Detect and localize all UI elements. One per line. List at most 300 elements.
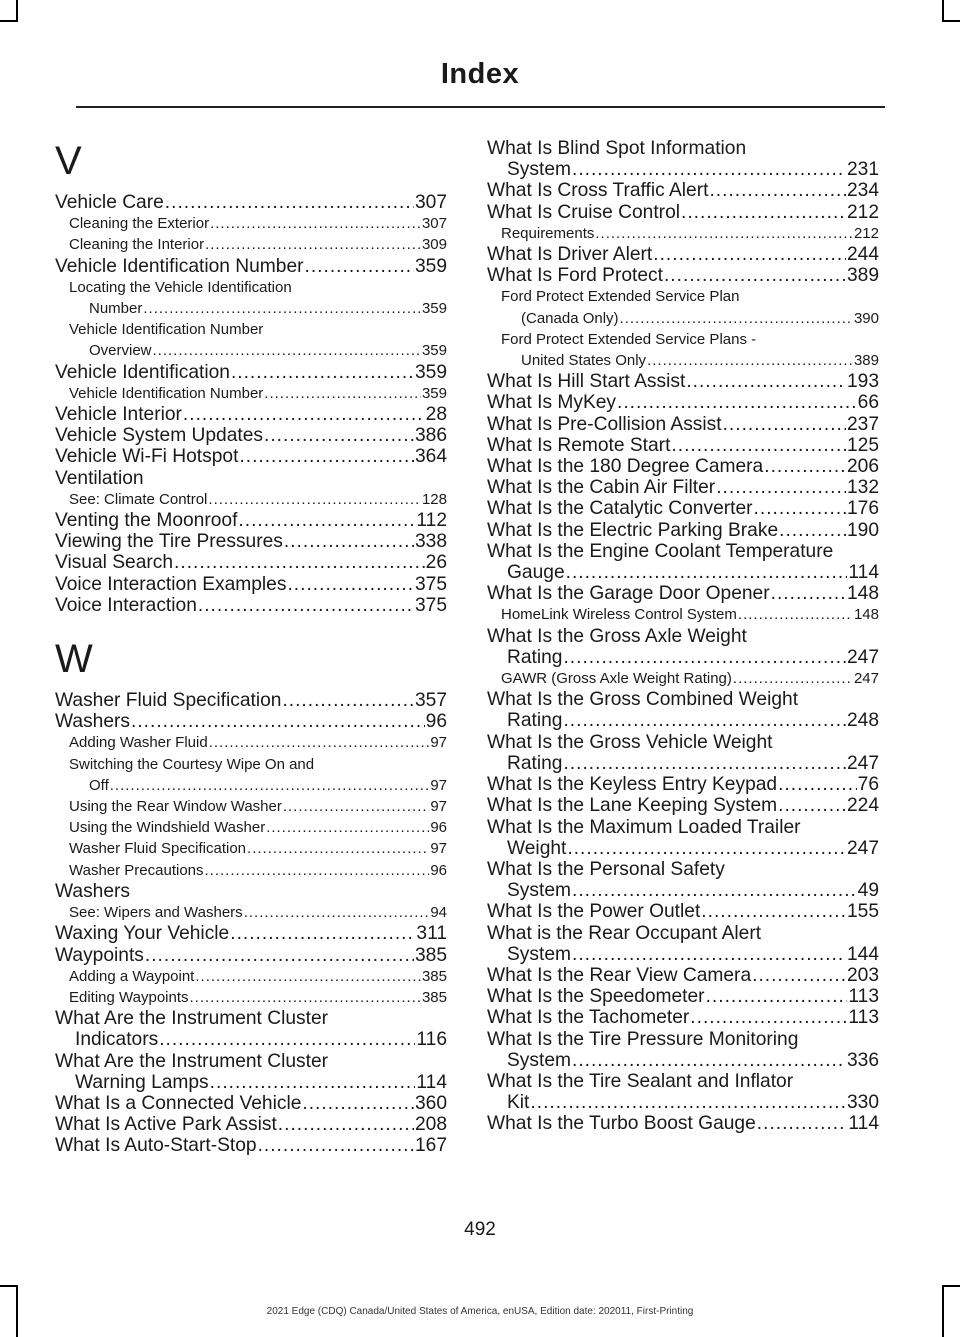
dot-leader: [302, 1093, 414, 1114]
entry-page: 389: [853, 352, 879, 370]
entry-page: 114: [848, 562, 879, 584]
entry-text: What Is the Keyless Entry Keypad: [487, 774, 778, 796]
dot-leader: [653, 244, 846, 265]
entry-page: 244: [846, 244, 879, 266]
entry-page: 359: [421, 300, 447, 318]
dot-leader: [733, 668, 853, 689]
entry-text-continued: Rating: [507, 646, 563, 668]
index-entry[interactable]: [487, 520, 879, 541]
entry-page: 386: [414, 425, 447, 447]
entry-page: 307: [421, 215, 447, 233]
entry-page: 190: [846, 519, 879, 541]
index-entry[interactable]: [487, 414, 879, 435]
entry-continuation: [487, 1050, 879, 1071]
entry-continuation: [487, 159, 879, 180]
dot-leader: [244, 902, 430, 923]
dot-leader: [282, 690, 414, 711]
entry-continuation: [487, 647, 879, 668]
entry-page: 375: [414, 573, 447, 595]
index-column-right: [487, 138, 879, 1135]
dot-leader: [264, 425, 414, 446]
crop-mark: [16, 0, 18, 20]
entry-page: 132: [846, 477, 879, 499]
index-subentry[interactable]: [487, 223, 879, 244]
entry-continuation: [487, 944, 879, 965]
entry-page: 97: [430, 734, 447, 752]
entry-page: 113: [848, 1007, 879, 1029]
entry-page: 96: [425, 711, 447, 733]
entry-text: What Is Active Park Assist: [55, 1114, 277, 1136]
dot-leader: [690, 1007, 847, 1028]
dot-leader: [198, 595, 414, 616]
entry-text: See: Wipers and Washers: [69, 904, 243, 922]
entry-text: What Is the Tachometer: [487, 1007, 690, 1029]
dot-leader: [686, 371, 846, 392]
index-entry[interactable]: [55, 711, 447, 732]
index-entry[interactable]: [487, 477, 879, 498]
entry-page: 76: [857, 774, 879, 796]
dot-leader: [153, 340, 421, 361]
index-entry[interactable]: [55, 1135, 447, 1156]
dot-leader: [563, 753, 846, 774]
dot-leader: [647, 350, 853, 371]
index-entry[interactable]: [487, 795, 879, 816]
index-entry[interactable]: [487, 923, 879, 965]
index-entry[interactable]: [487, 371, 879, 392]
index-entry[interactable]: [487, 986, 879, 1007]
entry-text: What Is Pre-Collision Assist: [487, 413, 722, 435]
entry-text: Vehicle Identification: [55, 361, 230, 383]
entry-page: 336: [846, 1049, 879, 1071]
index-subentry[interactable]: [55, 732, 447, 753]
index-entry[interactable]: [487, 817, 879, 859]
section-gap: [55, 616, 447, 636]
entry-page: 248: [846, 710, 879, 732]
dot-leader: [757, 1113, 848, 1134]
entry-text: Ford Protect Extended Service Plans -: [501, 330, 757, 348]
index-subentry[interactable]: [55, 319, 447, 361]
entry-text-continued: Rating: [507, 710, 563, 732]
entry-text-continued: Gauge: [507, 562, 565, 584]
entry-text: See: Climate Control: [69, 490, 208, 508]
entry-text: What is the Rear Occupant Alert: [487, 922, 762, 944]
entry-page: 66: [857, 392, 879, 414]
index-entry[interactable]: [487, 626, 879, 668]
entry-text: Requirements: [501, 224, 595, 242]
dot-leader: [165, 192, 414, 213]
entry-page: 212: [846, 201, 879, 223]
entry-continuation: [501, 308, 879, 329]
dot-leader: [210, 1072, 416, 1093]
entry-text-continued: System: [507, 943, 571, 965]
index-entry[interactable]: [55, 574, 447, 595]
entry-page: 148: [846, 583, 879, 605]
index-entry[interactable]: [487, 202, 879, 223]
index-heading: Washers: [55, 880, 130, 902]
dot-leader: [671, 435, 846, 456]
entry-text: What Is Auto-Start-Stop: [55, 1135, 257, 1157]
entry-continuation: [69, 298, 447, 319]
index-subentry[interactable]: [55, 987, 447, 1008]
index-entry[interactable]: [487, 1029, 879, 1071]
entry-continuation: [487, 710, 879, 731]
entry-page: 113: [848, 986, 879, 1008]
entry-continuation: [487, 562, 879, 583]
entry-text: Vehicle Identification Number: [69, 384, 264, 402]
dot-leader: [572, 159, 846, 180]
entry-page: 208: [414, 1114, 447, 1136]
entry-text: Cleaning the Exterior: [69, 215, 210, 233]
index-entry[interactable]: [55, 192, 447, 213]
index-subentry[interactable]: [55, 213, 447, 234]
index-entry[interactable]: [487, 456, 879, 477]
entry-page: 97: [430, 798, 447, 816]
index-column-left: [55, 138, 447, 1157]
title-divider: [76, 106, 885, 108]
index-entry[interactable]: [55, 945, 447, 966]
index-subentry[interactable]: [55, 277, 447, 319]
entry-text-continued: Warning Lamps: [75, 1071, 209, 1093]
dot-leader: [595, 223, 853, 244]
entry-text: Vehicle Interior: [55, 404, 182, 426]
dot-leader: [566, 562, 848, 583]
entry-text: Vehicle Care: [55, 192, 164, 213]
dot-leader: [264, 383, 421, 404]
entry-page: 385: [421, 988, 447, 1006]
entry-page: 94: [430, 904, 447, 922]
entry-page: 247: [846, 646, 879, 668]
entry-text: Waypoints: [55, 944, 144, 966]
entry-text: What Is the Speedometer: [487, 986, 705, 1008]
entry-page: 307: [414, 192, 447, 213]
section-letter-w: W: [55, 637, 93, 682]
index-entry[interactable]: [55, 362, 447, 383]
dot-leader: [572, 1050, 846, 1071]
index-entry[interactable]: [55, 256, 447, 277]
index-entry[interactable]: [55, 425, 447, 446]
dot-leader: [706, 986, 848, 1007]
crop-mark: [942, 1285, 960, 1287]
entry-text: GAWR (Gross Axle Weight Rating): [501, 670, 732, 688]
dot-leader: [530, 1092, 846, 1113]
crop-mark: [0, 1285, 18, 1287]
entry-text: Vehicle Identification Number: [69, 321, 264, 339]
entry-text: Adding a Waypoint: [69, 967, 195, 985]
index-subentry[interactable]: [487, 668, 879, 689]
index-entry[interactable]: [487, 435, 879, 456]
dot-leader: [716, 477, 846, 498]
entry-text: Waxing Your Vehicle: [55, 923, 230, 945]
entry-page: 311: [416, 923, 447, 945]
entry-page: 359: [414, 255, 447, 277]
entry-text: Venting the Moonroof: [55, 510, 238, 532]
index-entry[interactable]: [487, 1007, 879, 1028]
dot-leader: [209, 732, 430, 753]
index-heading: Ventilation: [55, 467, 144, 489]
entry-text-continued: System: [507, 159, 571, 181]
entry-text: What Is the Tire Sealant and Inflator: [487, 1070, 794, 1092]
dot-leader: [143, 298, 421, 319]
entry-page: 114: [848, 1113, 879, 1135]
index-entry[interactable]: [487, 901, 879, 922]
crop-mark: [942, 20, 960, 22]
index-entry[interactable]: [55, 1008, 447, 1050]
dot-leader: [266, 817, 429, 838]
dot-leader: [208, 489, 421, 510]
entry-text: What Are the Instrument Cluster: [55, 1050, 328, 1072]
entry-text: Washer Precautions: [69, 861, 204, 879]
dot-leader: [771, 583, 846, 604]
entry-page: 114: [416, 1071, 447, 1093]
entry-text: What Is the Electric Parking Brake: [487, 519, 779, 541]
entry-text: Adding Washer Fluid: [69, 734, 208, 752]
index-entry[interactable]: [487, 244, 879, 265]
entry-text: What Is a Connected Vehicle: [55, 1092, 302, 1114]
dot-leader: [284, 531, 414, 552]
entry-continuation: [487, 880, 879, 901]
crop-mark: [0, 20, 18, 22]
index-entry[interactable]: [487, 689, 879, 731]
entry-text: What Is the Power Outlet: [487, 901, 701, 923]
entry-text: Editing Waypoints: [69, 988, 189, 1006]
entry-text: What Is the Rear View Camera: [487, 964, 752, 986]
index-entry[interactable]: [487, 732, 879, 774]
entry-page: 375: [414, 594, 447, 616]
entry-text-continued: United States Only: [521, 352, 647, 370]
index-entry[interactable]: [487, 180, 879, 201]
entry-text: Washer Fluid Specification: [69, 840, 247, 858]
entry-text-continued: Rating: [507, 752, 563, 774]
dot-leader: [563, 710, 846, 731]
entry-page: 338: [414, 531, 447, 553]
entry-text-continued: System: [507, 1049, 571, 1071]
entry-text-continued: Number: [89, 300, 143, 318]
dot-leader: [701, 901, 846, 922]
dot-leader: [238, 510, 415, 531]
dot-leader: [239, 446, 414, 467]
entry-page: 389: [846, 265, 879, 287]
index-subentry[interactable]: [55, 383, 447, 404]
index-entry[interactable]: [55, 1114, 447, 1135]
entry-page: 167: [414, 1135, 447, 1157]
page-title: Index: [440, 58, 520, 90]
entry-text: Switching the Courtesy Wipe On and: [69, 755, 315, 773]
index-entry[interactable]: [487, 774, 879, 795]
dot-leader: [681, 202, 846, 223]
entry-page: 212: [853, 224, 879, 242]
entry-continuation: [487, 838, 879, 859]
index-entry[interactable]: [487, 583, 879, 604]
index-entry[interactable]: [487, 965, 879, 986]
entry-page: 128: [421, 490, 447, 508]
entry-text: What Is the 180 Degree Camera: [487, 456, 764, 478]
dot-leader: [617, 392, 857, 413]
entry-text-continued: (Canada Only): [521, 309, 619, 327]
dot-leader: [779, 520, 846, 541]
entry-text: What Is Cross Traffic Alert: [487, 180, 709, 202]
dot-leader: [723, 414, 846, 435]
entry-page: 330: [846, 1092, 879, 1114]
entry-continuation: [487, 753, 879, 774]
entry-text: Ford Protect Extended Service Plan: [501, 288, 740, 306]
index-entry[interactable]: [487, 498, 879, 519]
dot-leader: [183, 404, 425, 425]
index-subentry[interactable]: [487, 286, 879, 328]
entry-text: What Is the Turbo Boost Gauge: [487, 1113, 756, 1135]
entry-page: 96: [430, 861, 447, 879]
dot-leader: [247, 838, 429, 859]
dot-leader: [778, 795, 846, 816]
dot-leader: [620, 308, 853, 329]
entry-text: What Is the Cabin Air Filter: [487, 477, 716, 499]
dot-leader: [174, 552, 425, 573]
entry-page: 364: [414, 446, 447, 468]
index-entry[interactable]: [55, 552, 447, 573]
index-subentry[interactable]: [55, 796, 447, 817]
entry-text: Cleaning the Interior: [69, 236, 205, 254]
index-entry[interactable]: [55, 595, 447, 616]
entry-page: 96: [430, 819, 447, 837]
crop-mark: [942, 0, 944, 20]
index-entry[interactable]: [487, 138, 879, 180]
entry-text: What Is Hill Start Assist: [487, 371, 686, 393]
entry-text: Using the Rear Window Washer: [69, 798, 282, 816]
dot-leader: [159, 1029, 415, 1050]
dot-leader: [572, 944, 846, 965]
entry-text-continued: Kit: [507, 1092, 530, 1114]
entry-text: What Is the Catalytic Converter: [487, 498, 753, 520]
footer-text: 2021 Edge (CDQ) Canada/United States of America, enUSA, Edition date: 202011, First-Printing: [266, 1306, 694, 1317]
entry-page: 155: [846, 901, 879, 923]
entry-continuation: [55, 1072, 447, 1093]
entry-page: 26: [425, 552, 447, 574]
entry-page: 28: [425, 404, 447, 426]
entry-page: 148: [853, 606, 879, 624]
index-subentry[interactable]: [487, 604, 879, 625]
index-subentry[interactable]: [487, 329, 879, 371]
entry-text: What Is Blind Spot Information: [487, 138, 747, 159]
index-entry[interactable]: [55, 923, 447, 944]
dot-leader: [231, 362, 414, 383]
index-list-right: [487, 138, 879, 1135]
entry-page: 237: [846, 413, 879, 435]
dot-leader: [205, 234, 421, 255]
index-entry[interactable]: [487, 859, 879, 901]
entry-text: What Is Driver Alert: [487, 244, 653, 266]
entry-text: What Is the Maximum Loaded Trailer: [487, 816, 801, 838]
entry-text: Viewing the Tire Pressures: [55, 531, 283, 553]
entry-page: 385: [414, 944, 447, 966]
entry-text: What Is Cruise Control: [487, 201, 680, 223]
index-subentry[interactable]: [55, 860, 447, 881]
index-subentry[interactable]: [55, 234, 447, 255]
dot-leader: [572, 880, 857, 901]
dot-leader: [664, 265, 846, 286]
dot-leader: [563, 647, 846, 668]
entry-text: Voice Interaction Examples: [55, 573, 287, 595]
index-subentry[interactable]: [55, 754, 447, 796]
index-subentry[interactable]: [55, 838, 447, 859]
entry-page: 203: [846, 964, 879, 986]
entry-text: Locating the Vehicle Identification: [69, 278, 292, 296]
index-subentry[interactable]: [55, 902, 447, 923]
index-subentry[interactable]: [55, 817, 447, 838]
dot-leader: [278, 1114, 414, 1135]
entry-text: What Is MyKey: [487, 392, 617, 414]
dot-leader: [110, 775, 430, 796]
entry-page: 390: [853, 309, 879, 327]
entry-page: 247: [846, 752, 879, 774]
index-entry[interactable]: [487, 1071, 879, 1113]
index-entry[interactable]: [55, 446, 447, 467]
entry-text: What Is Ford Protect: [487, 265, 663, 287]
dot-leader: [738, 604, 853, 625]
entry-text-continued: Overview: [89, 342, 152, 360]
dot-leader: [752, 965, 846, 986]
entry-page: 360: [414, 1092, 447, 1114]
dot-leader: [754, 498, 846, 519]
entry-continuation: [69, 340, 447, 361]
index-entry[interactable]: [55, 1093, 447, 1114]
dot-leader: [210, 213, 421, 234]
dot-leader: [283, 796, 429, 817]
index-entry[interactable]: [55, 1051, 447, 1093]
entry-text: Vehicle Identification Number: [55, 255, 304, 277]
entry-text: Washers: [55, 711, 130, 733]
index-entry[interactable]: [487, 541, 879, 583]
section-letter-v: V: [55, 139, 82, 183]
entry-text: What Are the Instrument Cluster: [55, 1008, 328, 1030]
index-entry[interactable]: [55, 510, 447, 531]
index-entry[interactable]: [487, 265, 879, 286]
entry-page: 176: [846, 498, 879, 520]
entry-page: 385: [421, 967, 447, 985]
entry-page: 144: [846, 943, 879, 965]
dot-leader: [305, 256, 414, 277]
dot-leader: [205, 860, 430, 881]
entry-page: 359: [414, 361, 447, 383]
entry-page: 49: [857, 880, 879, 902]
entry-page: 309: [421, 236, 447, 254]
index-entry[interactable]: [55, 690, 447, 711]
entry-continuation: [69, 775, 447, 796]
index-list-w: [55, 690, 447, 1156]
entry-continuation: [487, 1092, 879, 1113]
index-entry[interactable]: [487, 392, 879, 413]
entry-page: 231: [846, 159, 879, 181]
entry-text: What Is the Gross Vehicle Weight: [487, 731, 773, 753]
dot-leader: [287, 574, 414, 595]
dot-leader: [190, 987, 421, 1008]
entry-text-continued: Weight: [507, 837, 567, 859]
entry-page: 234: [846, 180, 879, 202]
entry-page: 97: [430, 840, 447, 858]
entry-page: 359: [421, 384, 447, 402]
index-entry[interactable]: [55, 404, 447, 425]
index-entry[interactable]: [55, 531, 447, 552]
entry-page: 224: [846, 795, 879, 817]
dot-leader: [764, 456, 846, 477]
entry-text: What Is the Engine Coolant Temperature: [487, 540, 834, 562]
index-entry[interactable]: [487, 1113, 879, 1134]
index-list-v: [55, 192, 447, 616]
index-subentry[interactable]: [55, 966, 447, 987]
entry-text: What Is the Gross Axle Weight: [487, 625, 747, 647]
entry-text-continued: Indicators: [75, 1029, 159, 1051]
entry-text-continued: System: [507, 880, 571, 902]
entry-text: Using the Windshield Washer: [69, 819, 266, 837]
index-subentry[interactable]: [55, 489, 447, 510]
